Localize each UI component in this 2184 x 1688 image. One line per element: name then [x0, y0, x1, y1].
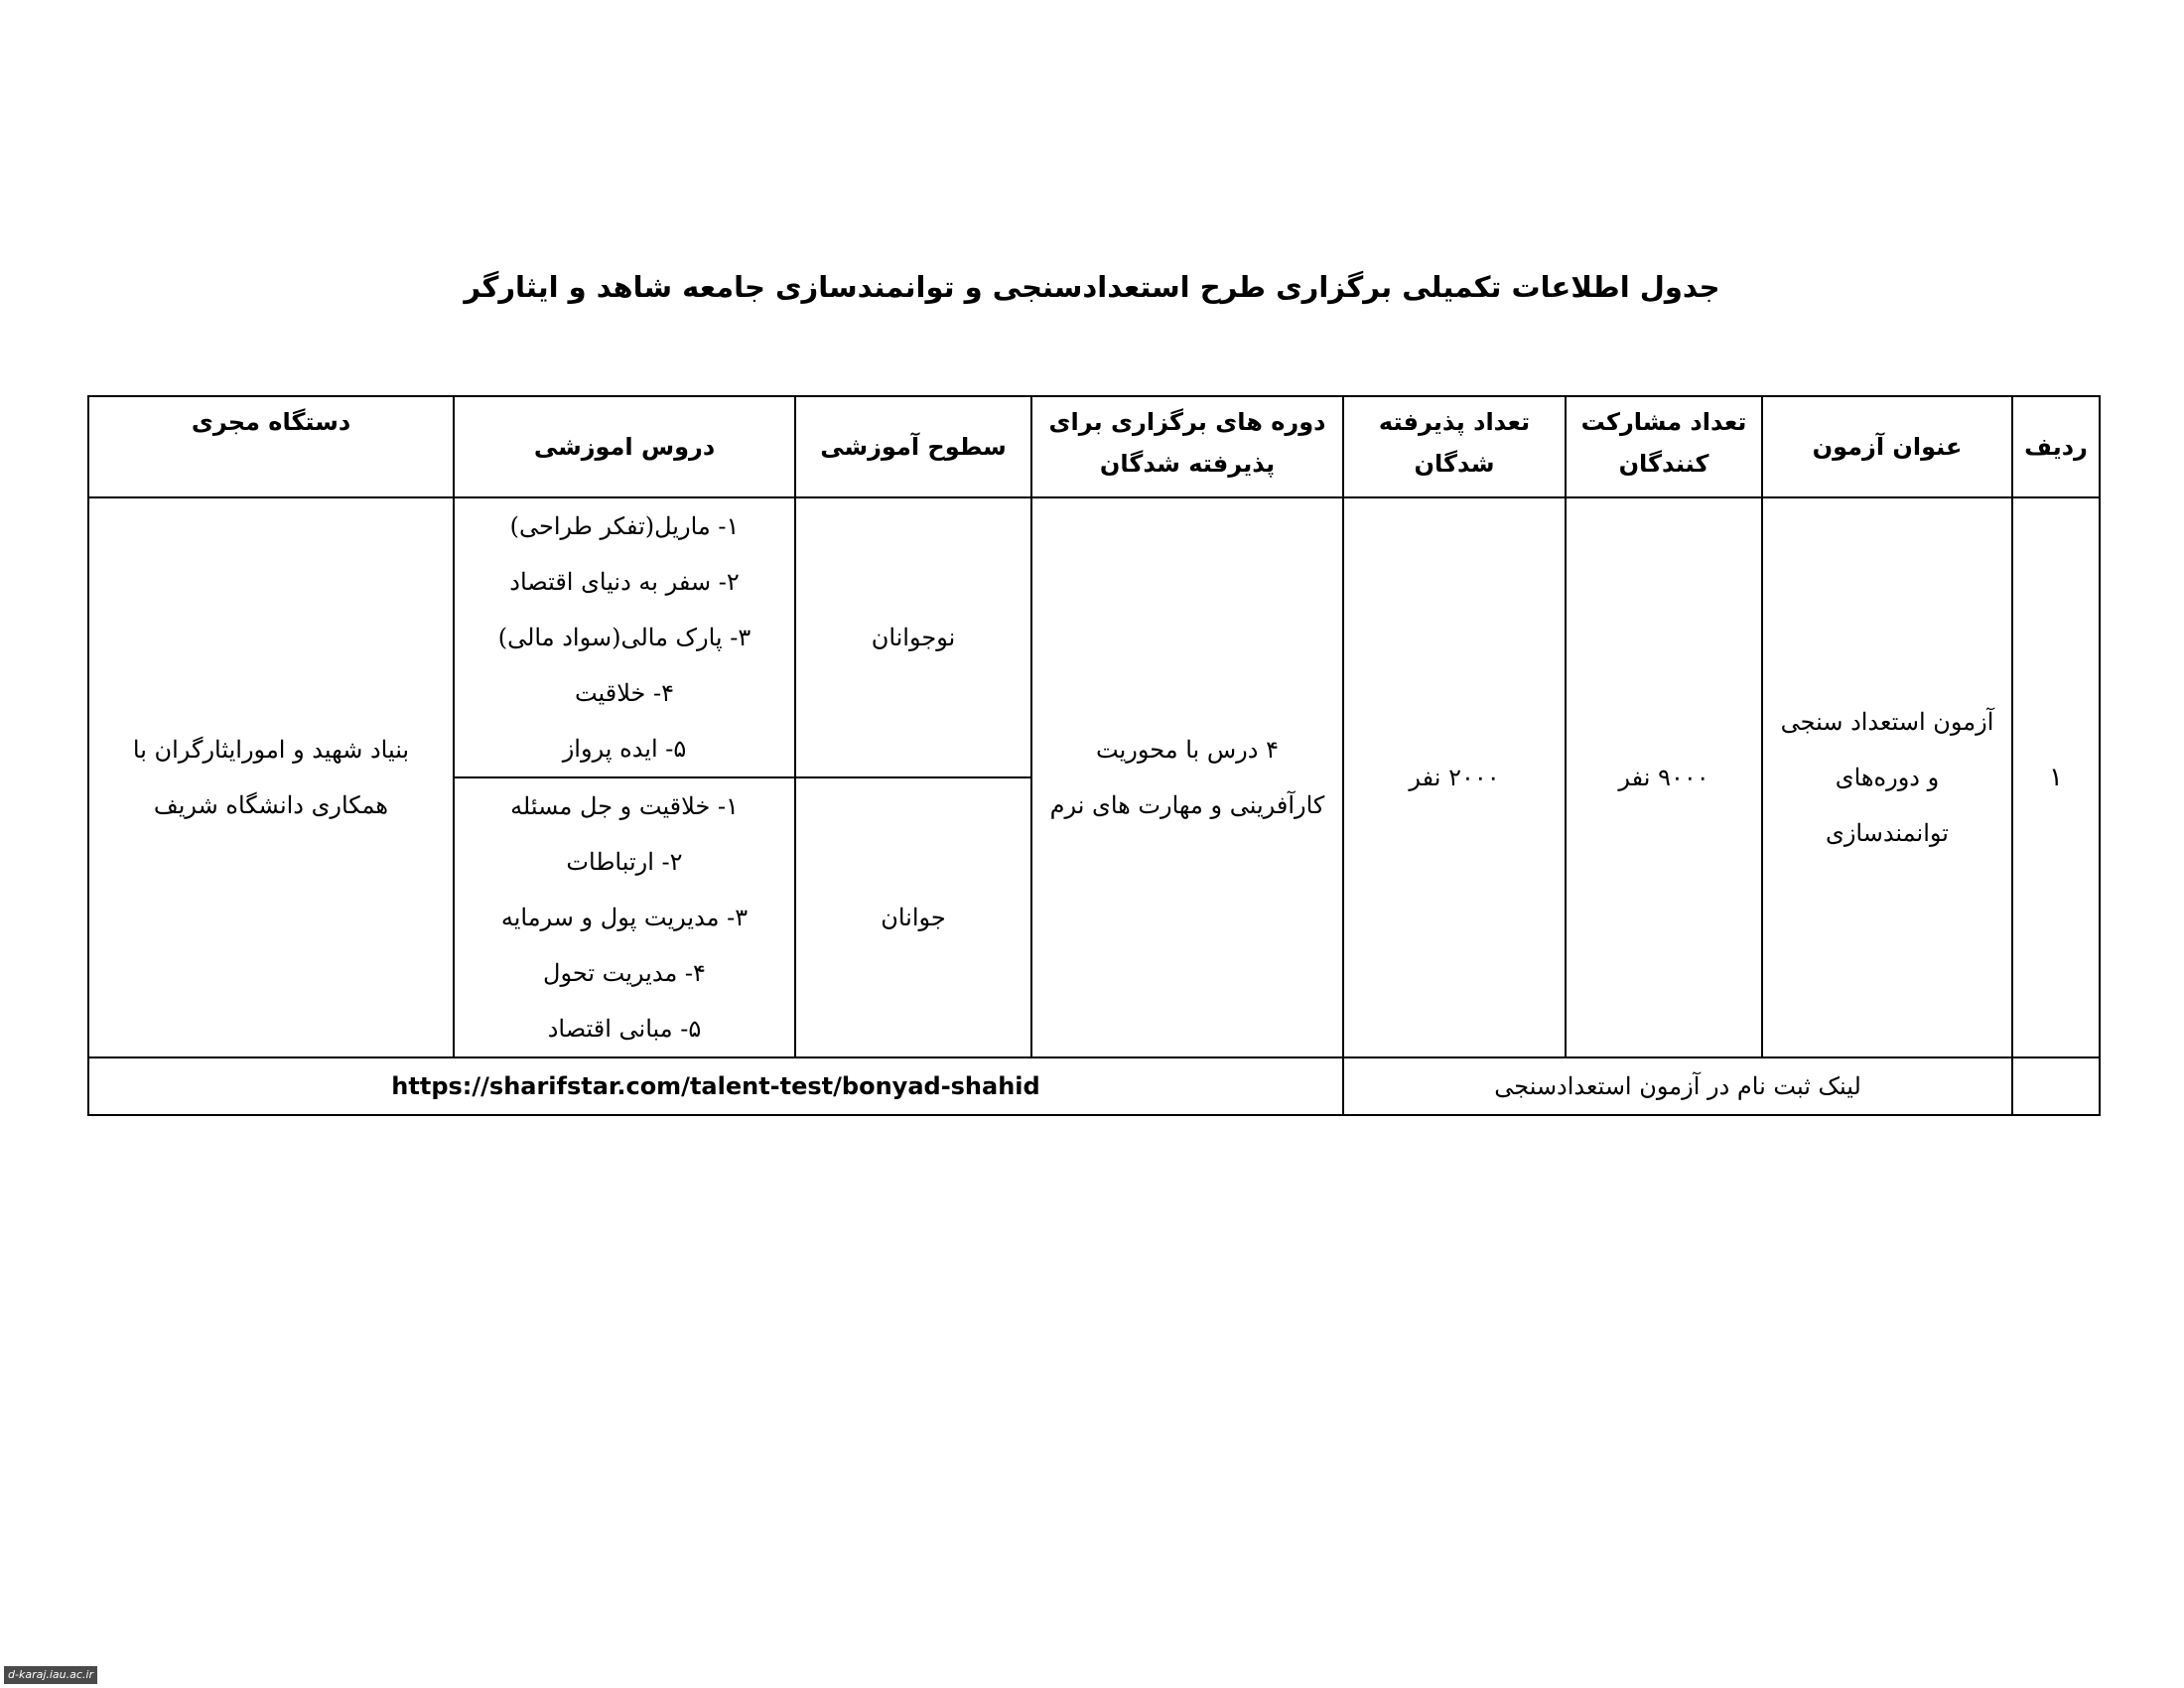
level-teens: نوجوانان	[795, 497, 1031, 777]
agency-line: همکاری دانشگاه شریف	[153, 791, 389, 819]
header-row	[88, 396, 2100, 497]
lessons-teens-cell	[454, 497, 795, 777]
page-title: جدول اطلاعات تکمیلی برگزاری طرح استعدادسنجی و توانمندسازی جامعه شاهد و ایثارگر	[464, 270, 1720, 304]
site-logo: d-karaj.iau.ac.ir	[4, 1666, 97, 1684]
exam-title-line: آزمون استعداد سنجی	[1780, 708, 1994, 736]
participants-cell: ۹۰۰۰ نفر	[1566, 497, 1762, 1057]
link-row-empty	[2012, 1057, 2100, 1115]
courses-line: ۴ درس با محوریت	[1096, 736, 1279, 764]
lesson-item: ۱- ماریل(تفکر طراحی)	[509, 512, 740, 540]
accepted-cell: ۲۰۰۰ نفر	[1343, 497, 1566, 1057]
agency-cell	[88, 497, 454, 1057]
row-number: ۱	[2012, 497, 2100, 1057]
lesson-item: ۴- مدیریت تحول	[543, 959, 706, 987]
lessons-youth-cell	[454, 777, 795, 1057]
lesson-item: ۱- خلاقیت و جل مسئله	[510, 792, 739, 820]
header-row-number: ردیف	[2012, 396, 2100, 497]
header-levels: سطوح آموزشی	[795, 396, 1031, 497]
lesson-item: ۲- ارتباطات	[566, 848, 683, 876]
info-table	[87, 395, 2101, 1116]
table-row	[88, 497, 2100, 777]
exam-title-cell	[1762, 497, 2012, 1057]
header-accepted: تعداد پذیرفته شدگان	[1343, 396, 1566, 497]
registration-link-label: لینک ثبت نام در آزمون استعدادسنجی	[1343, 1057, 2012, 1115]
lesson-item: ۴- خلاقیت	[574, 679, 675, 707]
courses-cell	[1031, 497, 1343, 1057]
lesson-item: ۵- ایده پرواز	[562, 735, 687, 763]
lesson-item: ۳- پارک مالی(سواد مالی)	[497, 624, 751, 651]
exam-title-line: توانمندسازی	[1826, 819, 1949, 847]
lesson-item: ۵- مبانی اقتصاد	[547, 1015, 702, 1043]
header-agency: دستگاه مجری	[88, 396, 454, 497]
lesson-item: ۳- مدیریت پول و سرمایه	[500, 904, 749, 931]
courses-line: کارآفرینی و مهارت های نرم	[1049, 791, 1325, 819]
registration-link[interactable]: https://sharifstar.com/talent-test/bonyad-shahid	[88, 1057, 1343, 1115]
link-row	[88, 1057, 2100, 1115]
header-exam-title: عنوان آزمون	[1762, 396, 2012, 497]
agency-line: بنیاد شهید و امورایثارگران با	[132, 736, 410, 764]
header-lessons: دروس اموزشی	[454, 396, 795, 497]
header-courses: دوره های برگزاری برای پذیرفته شدگان	[1031, 396, 1343, 497]
level-youth: جوانان	[795, 777, 1031, 1057]
exam-title-line: و دوره‌های	[1835, 764, 1940, 791]
lesson-item: ۲- سفر به دنیای اقتصاد	[509, 568, 740, 596]
header-participants: تعداد مشارکت کنندگان	[1566, 396, 1762, 497]
